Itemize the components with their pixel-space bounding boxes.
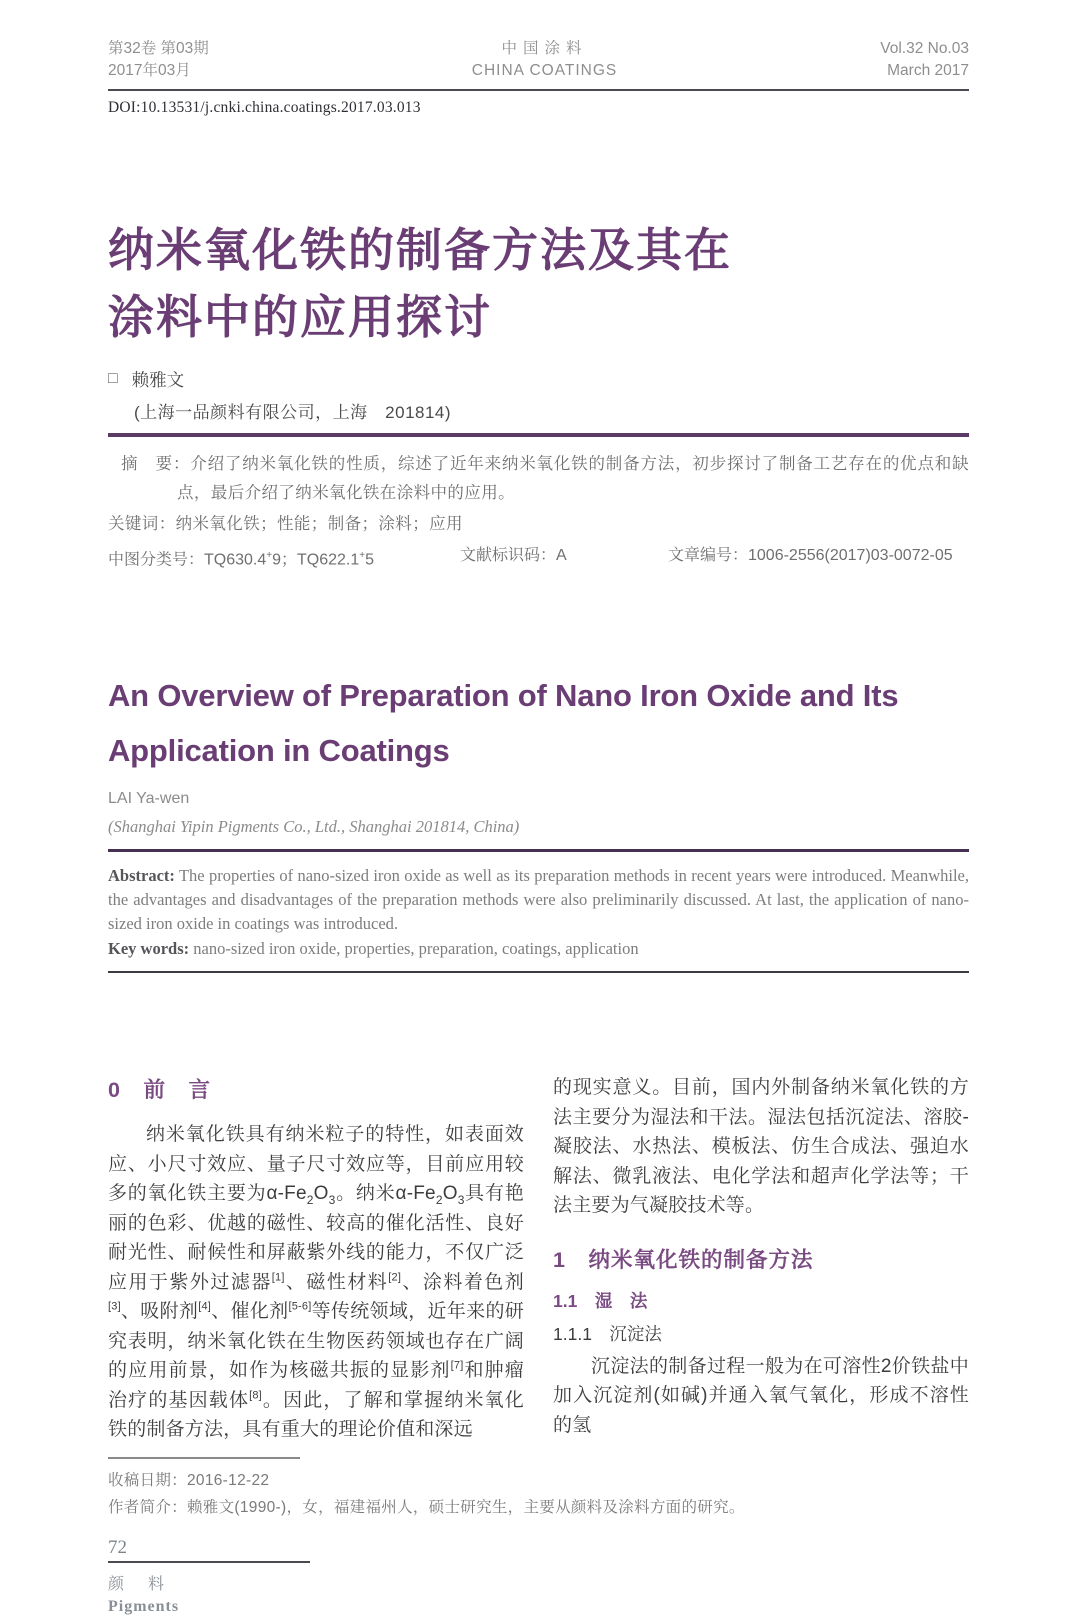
header-volume-en bbox=[880, 38, 969, 82]
journal-header bbox=[108, 0, 969, 91]
footer-divider bbox=[108, 1561, 310, 1563]
header-volume-en-line1: Vol.32 No.03 bbox=[880, 40, 969, 57]
received-date: 收稿日期：2016-12-22 bbox=[108, 1471, 270, 1489]
doi: DOI:10.13531/j.cnki.china.coatings.2017.03.013 bbox=[108, 99, 421, 116]
article-title-cn-line1: 纳米氧化铁的制备方法及其在 bbox=[108, 224, 732, 276]
section-1-1-1-paragraph: 沉淀法的制备过程一般为在可溶性2价铁盐中加入沉淀剂(如碱)并通入氧气氧化，形成不溶性的氢 bbox=[553, 1355, 969, 1436]
article-title-en-line1: An Overview of Preparation of Nano Iron Oxide and Its bbox=[108, 678, 899, 714]
article-title-cn bbox=[108, 217, 969, 351]
abstract-cn-label: 摘 要： bbox=[121, 455, 191, 473]
abstract-en bbox=[108, 864, 969, 936]
article-title-cn-line2: 涂料中的应用探讨 bbox=[108, 291, 492, 343]
article-title-en-line2: Application in Coatings bbox=[108, 733, 450, 769]
keywords-en bbox=[108, 937, 969, 961]
footer-section-en: Pigments bbox=[108, 1597, 180, 1615]
article-title-en bbox=[108, 668, 969, 778]
header-volume-cn-line2: 2017年03月 bbox=[108, 62, 191, 79]
section-0-heading: 0 前 言 bbox=[108, 1078, 211, 1103]
keywords-en-label: Key words: bbox=[108, 939, 190, 959]
article-body bbox=[108, 1073, 969, 1445]
clc-number: 中图分类号：TQ630.4+9；TQ622.1+5 bbox=[108, 550, 375, 569]
page-number: 72 bbox=[108, 1536, 127, 1558]
keywords-cn-label: 关键词： bbox=[108, 515, 176, 533]
footnotes bbox=[108, 1457, 969, 1521]
keywords-cn-text: 纳米氧化铁；性能；制备；涂料；应用 bbox=[175, 515, 463, 533]
abstract-en-text: The properties of nano-sized iron oxide as well as its preparation methods in recent years were introduced. Meanwhile, the advantages and disadvantages of the preparation methods were also preliminarily discussed. At last, the application of nano-sized iron oxide in coatings was introduced. bbox=[108, 866, 969, 934]
document-code: 文献标识码：A bbox=[460, 547, 567, 564]
header-volume-en-line2: March 2017 bbox=[887, 62, 969, 79]
keywords-cn bbox=[108, 510, 969, 539]
keywords-en-text: nano-sized iron oxide, properties, preparation, coatings, application bbox=[189, 939, 639, 959]
header-journal-name bbox=[472, 38, 617, 82]
section-1-1-heading: 1.1 湿 法 bbox=[553, 1290, 648, 1311]
section-1-heading: 1 纳米氧化铁的制备方法 bbox=[553, 1247, 814, 1272]
header-volume-cn-line1: 第32卷 第03期 bbox=[108, 40, 209, 57]
journal-name-cn: 中国涂料 bbox=[501, 40, 588, 57]
footer-section-cn: 颜 料 bbox=[108, 1575, 169, 1593]
affiliation-en: (Shanghai Yipin Pigments Co., Ltd., Shanghai 201814, China) bbox=[108, 817, 520, 837]
author-row bbox=[108, 367, 969, 392]
page-footer bbox=[108, 1537, 969, 1616]
affiliation-cn: (上海一品颜料有限公司，上海 201814) bbox=[134, 403, 452, 422]
header-volume-cn bbox=[108, 38, 209, 82]
author-bio: 作者简介：赖雅文(1990-)，女，福建福州人，硕士研究生，主要从颜料及涂料方面的研究。 bbox=[108, 1498, 745, 1516]
abstract-en-label: Abstract: bbox=[108, 866, 175, 886]
divider-abstract-bottom bbox=[108, 971, 969, 973]
continuation-paragraph: 的现实意义。目前，国内外制备纳米氧化铁的方法主要分为湿法和干法。湿法包括沉淀法、溶胶-凝胶法、水热法、模板法、仿生合成法、强迫水解法、微乳液法、电化学法和超声化学法等；干法主要为气凝胶技术等。 bbox=[553, 1077, 969, 1217]
section-0-paragraph: 纳米氧化铁具有纳米粒子的特性，如表面效应、小尺寸效应、量子尺寸效应等，目前应用较多的氧化铁主要为$\alpha-Fe_2O_3$。纳米$\alpha-Fe_2O_3$具有艳丽的色彩、优越的磁性、较高的催化活性、良好耐光性、耐候性和屏蔽紫外线的能力，不仅广泛应用于紫外过滤器[1]、磁性材料[2]、涂料着色剂[3]、吸附剂[4]、催化剂[5-6]等传统领域，近年来的研究表明，纳米氧化铁在生物医药领域也存在广阔的应用前景，如作为核磁共振的显影剂[7]和肿瘤治疗的基因载体[8]。因此，了解和掌握纳米氧化铁的制备方法，具有重大的理论价值和深远 bbox=[108, 1124, 524, 1441]
divider-purple-top bbox=[108, 433, 969, 437]
abstract-cn bbox=[121, 450, 969, 508]
divider-abstract-top bbox=[108, 849, 969, 852]
journal-name-en: CHINA COATINGS bbox=[471, 62, 618, 79]
body-column-left bbox=[108, 1073, 524, 1445]
author-name-cn: 赖雅文 bbox=[131, 370, 185, 390]
section-1-1-1-heading: 1.1.1 沉淀法 bbox=[553, 1323, 662, 1344]
article-id: 文章编号：1006-2556(2017)03-0072-05 bbox=[668, 547, 953, 564]
body-column-right bbox=[553, 1073, 969, 1445]
author-name-en: LAI Ya-wen bbox=[108, 790, 190, 808]
author-marker-icon: □ bbox=[108, 369, 118, 387]
abstract-cn-text: 介绍了纳米氧化铁的性质，综述了近年来纳米氧化铁的制备方法，初步探讨了制备工艺存在的优点和缺点，最后介绍了纳米氧化铁在涂料中的应用。 bbox=[177, 455, 969, 502]
meta-row bbox=[108, 542, 969, 574]
